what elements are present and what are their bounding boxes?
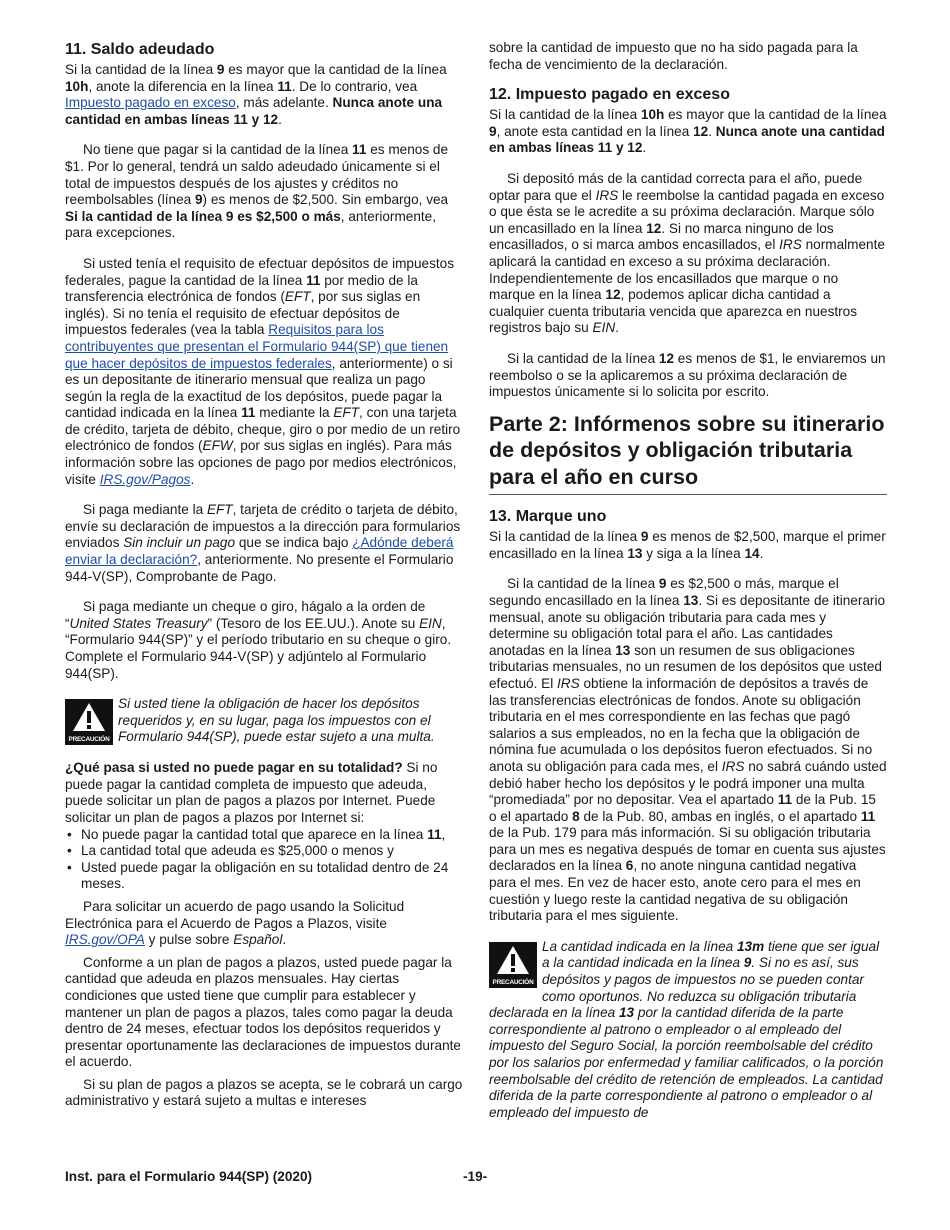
paragraph: Si la cantidad de la línea 10h es mayor que la cantidad de la línea 9, anote esta cantidad en la línea 12. Nunca anote una cantidad en ambas líneas 11 y 12.: [489, 107, 887, 156]
link-irs-pagos[interactable]: IRS.gov/Pagos: [99, 471, 191, 487]
page-footer: [65, 1169, 887, 1184]
caution-icon: PRECAUCIÓN: [65, 699, 113, 745]
caution-text: Si usted tiene la obligación de hacer los depósitos requeridos y, en su lugar, paga los impuestos con el Formulario 944(SP), puede estar sujeto a una multa.: [118, 696, 435, 745]
paragraph: sobre la cantidad de impuesto que no ha sido pagada para la fecha de vencimiento de la declaración.: [489, 40, 858, 72]
paragraph: Si la cantidad de la línea 9 es menos de $2,500, marque el primer encasillado en la línea 13 y siga a la línea 14.: [489, 529, 886, 561]
footer-title: Inst. para el Formulario 944(SP) (2020): [65, 1169, 313, 1184]
right-column: [489, 40, 887, 1121]
list-item: • No puede pagar la cantidad total que aparece en la línea 11,: [65, 827, 463, 844]
heading-11: 11. Saldo adeudado: [65, 41, 215, 58]
left-column: [65, 40, 463, 1110]
paragraph: Si la cantidad de la línea 9 es mayor que la cantidad de la línea 10h, anote la diferencia en la línea 11. De lo contrario, vea Impuesto pagado en exceso, más adelante. Nunca anote una cantidad en ambas líneas 11 y 12.: [65, 62, 447, 127]
paragraph: Si paga mediante un cheque o giro, hágalo a la orden de “United States Treasury” (Tesoro de los EE.UU.). Anote su EIN, “Formulario 944(SP)” y el período tributario en su cheque o giro. Complete el Formulario 944-V(SP) y adjúntelo al Formulario 944(SP).: [65, 599, 452, 681]
paragraph: Si la cantidad de la línea 12 es menos de $1, le enviaremos un reembolso o se la aplicaremos a su próxima declaración de impuestos únicamente si lo solicita por escrito.: [489, 350, 886, 400]
paragraph: Si la cantidad de la línea 9 es $2,500 o más, marque el segundo encasillado en la línea 13. Si es depositante de itinerario mensual, anote su obligación tributaria para cada mes y determine su obligación total para el año. Las cantidades anotadas en la línea 13 son un resumen de sus obligaciones tributarias mensuales, no un resumen de los depósitos que usted efectuó. El IRS obtiene la información de depósitos a través de las transferencias electrónicas de fondos. Anote su obligación tributaria en el mes correspondiente en las fechas que pagó salarios a sus empleados, no en la fecha que la obligación de nómina fue acumulada o los depósitos fueron efectuados. Si no anota su obligación para cada mes, el IRS no sabrá cuándo usted debió haber hecho los depósitos y le podrá imponer una multa “promediada” por no depositar. Vea el apartado 11 de la Pub. 15 o el apartado 8 de la Pub. 80, ambas en inglés, o el apartado 11 de la Pub. 179 para más información. Si su obligación tributaria para un mes es negativa después de tomar en cuenta sus ajustes declarados en la línea 6, no anote ninguna cantidad negativa para el mes. En vez de hacer esto, anote cero para el mes en cuestión y luego reste la cantidad negativa de su obligación tributaria para el mes siguiente.: [489, 576, 887, 924]
caution-note: [65, 696, 463, 746]
link-requisitos[interactable]: Requisitos para los contribuyentes que presentan el Formulario 944(SP) que tienen que hacer depósitos de impuestos federales: [65, 322, 449, 371]
paragraph: No tiene que pagar si la cantidad de la línea 11 es menos de $1. Por lo general, tendrá un saldo adeudado únicamente si el total de impuestos después de los ajustes y créditos no reembolsables (línea 9) es menos de $2,500. Sin embargo, vea Si la cantidad de la línea 9 es $2,500 o más, anteriormente, para excepciones.: [65, 142, 449, 241]
paragraph: Para solicitar un acuerdo de pago usando la Solicitud Electrónica para el Acuerdo de Pagos a Plazos, visite IRS.gov/OPA y pulse sobre Español.: [65, 898, 405, 948]
page-number: -19-: [463, 1169, 488, 1184]
paragraph: Si su plan de pagos a plazos se acepta, se le cobrará un cargo administrativo y estará sujeto a multas e intereses: [65, 1076, 463, 1109]
link-impuesto-pagado[interactable]: Impuesto pagado en exceso: [65, 95, 236, 111]
caution-icon: PRECAUCIÓN: [489, 942, 537, 988]
paragraph: ¿Qué pasa si usted no puede pagar en su totalidad? Si no puede pagar la cantidad completa de impuesto que adeuda, puede solicitar un plan de pagos a plazos por Internet. Puede solicitar un plan de pagos a plazos por Internet si:: [65, 760, 438, 825]
part-2-heading: Parte 2: Infórmenos sobre su itinerario de depósitos y obligación tributaria para el año en curso: [489, 411, 887, 496]
link-irs-opa[interactable]: IRS.gov/OPA: [65, 932, 145, 948]
list-item: • Usted puede pagar la obligación en su totalidad dentro de 24 meses.: [65, 860, 463, 893]
paragraph: Conforme a un plan de pagos a plazos, usted puede pagar la cantidad que adeuda en plazos mensuales. Hay ciertas condiciones que usted tiene que cumplir para establecer y mantener un plan de pagos a plazos, tales como pagar la deuda dentro de 24 meses, efectuar todos los depósitos requeridos y presentar oportunamente las declaraciones de impuestos durante el acuerdo.: [65, 954, 461, 1070]
bullet-list: [65, 827, 463, 893]
link-adonde-enviar[interactable]: ¿Adónde deberá enviar la declaración?: [65, 535, 454, 568]
list-item: • La cantidad total que adeuda es $25,000 o menos y: [65, 843, 463, 860]
heading-13: 13. Marque uno: [489, 508, 607, 526]
caution-text: La cantidad indicada en la línea 13m tiene que ser igual a la cantidad indicada en la línea 9. Si no es así, sus depósitos y pagos de impuestos no se pueden contar como oportunos. No reduzca su obligación tributaria declarada en la línea 13 por la cantidad diferida de la parte correspondiente al patrono o empleador o al empleado del impuesto del Seguro Social, la porción reembolsable del crédito por los salarios por enfermedad y familiar calificados, o la porción reembolsable del crédito de retención de empleados. La cantidad diferida de la parte correspondiente al patrono o empleador o al empleado del impuesto de: [489, 938, 884, 1120]
heading-12: 12. Impuesto pagado en exceso: [489, 86, 730, 104]
paragraph: Si usted tenía el requisito de efectuar depósitos de impuestos federales, pague la cantidad de la línea 11 por medio de la transferencia electrónica de fondos (EFT, por sus siglas en inglés). Si no tenía el requisito de efectuar depósitos de impuestos federales (vea la tabla Requisitos para los contribuyentes que presentan el Formulario 944(SP) que tienen que hacer depósitos de impuestos federales, anteriormente) o si es un depositante de itinerario mensual que realiza un pago según la regla de la exactitud de los depósitos, puede pagar la cantidad indicada en la línea 11 mediante la EFT, con una tarjeta de crédito, tarjeta de débito, cheque, giro o por medio de un retiro electrónico de fondos (EFW, por sus siglas en inglés). Para más información sobre las opciones de pago por medios electrónicos, visite IRS.gov/Pagos.: [65, 255, 461, 487]
paragraph: Si paga mediante la EFT, tarjeta de crédito o tarjeta de débito, envíe su declaración de impuestos a la dirección para formularios enviados Sin incluir un pago que se indica bajo ¿Adónde deberá enviar la declaración?, anteriormente. No presente el Formulario 944-V(SP), Comprobante de Pago.: [65, 502, 461, 584]
caution-note: [489, 939, 887, 1122]
paragraph: Si depositó más de la cantidad correcta para el año, puede optar para que el IRS le reembolse la cantidad pagada en exceso o que ésta se le acredite a su próxima declaración. Marque sólo un encasillado en la línea 12. Si no marca ninguno de los encasillados, o si marca ambos encasillados, el IRS normalmente aplicará la cantidad en exceso a su próxima declaración. Independientemente de los encasillados que marque o no marque en la línea 12, podemos aplicar dicha cantidad a cualquier cuenta tributaria vencida que aparezca en nuestros registros bajo su EIN.: [489, 170, 885, 336]
